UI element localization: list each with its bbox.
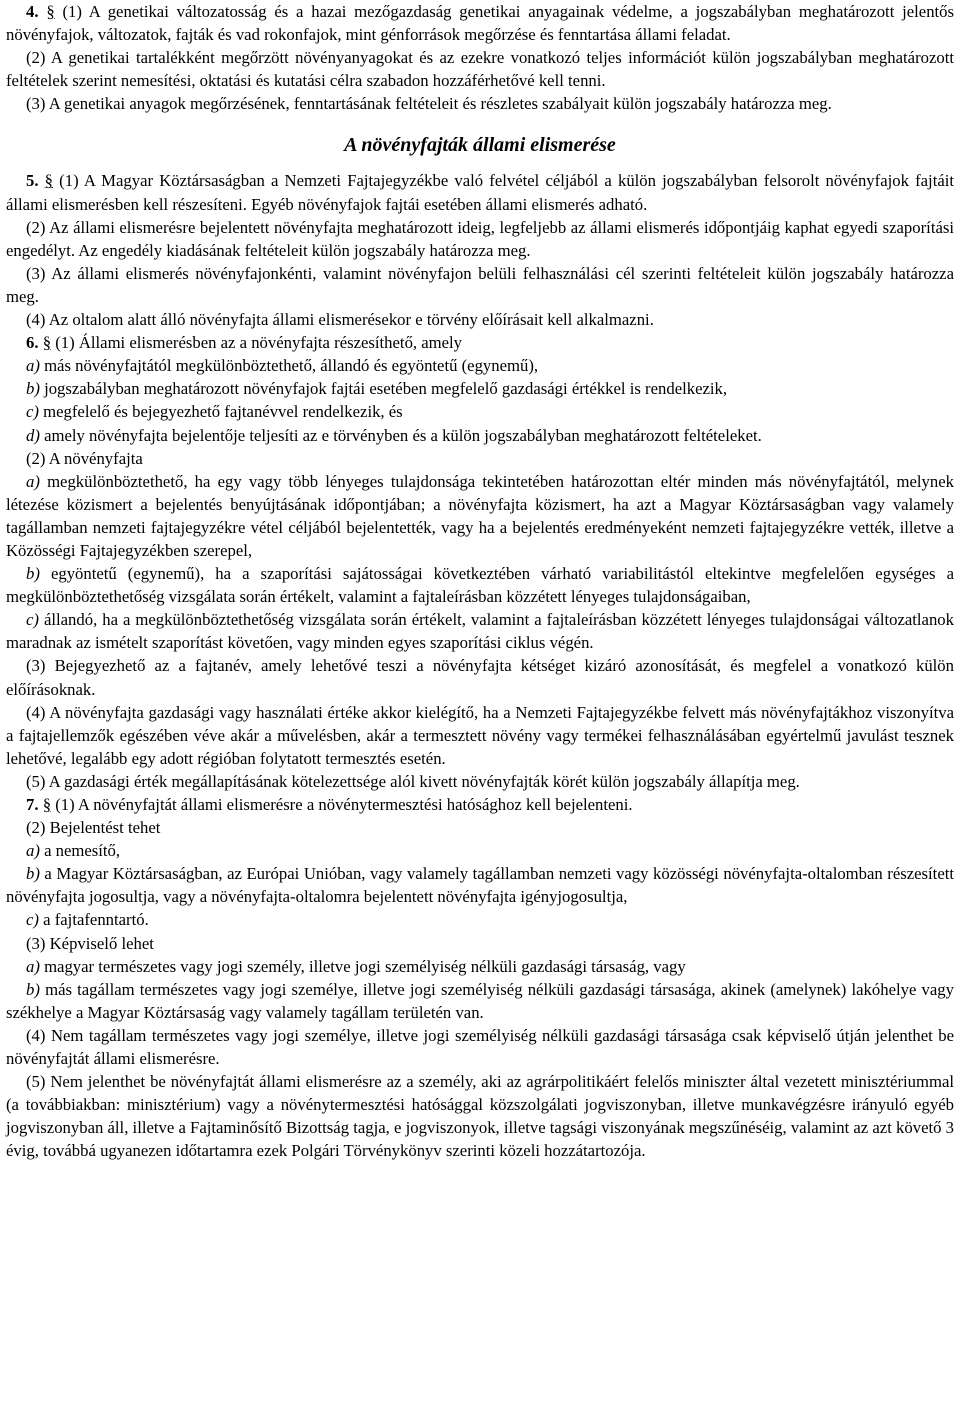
list-marker: d)	[26, 425, 40, 445]
paragraph-text: (1) Állami elismerésben az a növényfajta részesíthető, amely	[55, 333, 463, 353]
list-item-c	[6, 400, 954, 423]
section-5-paragraph-2: (2) Az állami elismerésre bejelentett növényfajta meghatározott ideig, legfeljebb az állami elismerés időpontjáig kaphat egyedi szaporítási engedélyt. Az engedély kiadásának feltételeit külön jogszabály határozza meg.	[6, 217, 954, 260]
list-text: a fajtafenntartó.	[38, 910, 149, 930]
section-number: 6.	[26, 333, 39, 353]
section-link[interactable]: §	[46, 2, 55, 21]
section-number: 4.	[26, 2, 39, 21]
list-marker: a)	[26, 356, 40, 376]
section-link[interactable]: §	[42, 795, 52, 814]
list-marker: a)	[26, 956, 40, 976]
list-item-a	[6, 839, 954, 862]
section-5-paragraph-1	[6, 169, 954, 215]
list-item-c	[6, 608, 954, 654]
section-5-paragraph-3: (3) Az állami elismerés növényfajonkénti, valamint növényfajon belüli felhasználási cél szerinti feltételeit külön jogszabály határozza meg.	[6, 263, 954, 306]
list-marker: b)	[26, 379, 40, 399]
list-marker: a)	[26, 471, 40, 491]
paragraph-text: (1) A Magyar Köztársaságban a Nemzeti Fajtajegyzékbe való felvétel céljából a külön jogszabályban felsorolt növényfajok fajtáit állami elismerésben kell részesíteni. Egyéb növényfajok fajtái esetében állami elismerés adható.	[6, 171, 955, 214]
list-item-b	[6, 562, 954, 608]
list-item-b	[6, 978, 954, 1024]
list-text: más tagállam természetes vagy jogi személye, illetve jogi személyiség nélküli gazdasági társasága, akinek (amelynek) lakóhelye vagy székhelye a Magyar Köztársaság vagy valamely tagállam területén van.	[6, 979, 954, 1022]
list-text: állandó, ha a megkülönböztethetőség vizsgálata során értékelt, valamint a fajtaleírásban közzétett lényeges tulajdonságai változatlanok maradnak az ismételt szaporítást követően, vagy minden egyes szaporítási ciklus végén.	[6, 610, 954, 653]
list-text: a Magyar Köztársaságban, az Európai Unióban, vagy valamely tagállamban nemzeti vagy közösségi növényfajta-oltalomban részesített növényfajta jogosultja, vagy a növényfajta-oltalomra bejelentett növényfajta igényjogosultja,	[6, 864, 954, 907]
list-marker: c)	[26, 402, 39, 422]
list-text: jogszabályban meghatározott növényfajok fajtái esetében megfelelő gazdasági értékkel is rendelkezik,	[39, 379, 728, 399]
list-text: amely növényfajta bejelentője teljesíti az e törvényben és a külön jogszabályban meghatározott feltételeket.	[39, 425, 762, 445]
list-text: megfelelő és bejegyezhető fajtanévvel rendelkezik, és	[38, 402, 403, 422]
list-text: egyöntetű (egynemű), ha a szaporítási sajátosságai következtében várható variabilitástól eltekintve megfelelően egységes a megkülönböztethetőség vizsgálata során értékelt, valamint a fajtaleírásban közzétett lényeges tulajdonságaiban,	[6, 564, 954, 607]
list-item-d	[6, 424, 954, 447]
paragraph-text: (1) A növényfajtát állami elismerésre a növénytermesztési hatósághoz kell bejelenteni.	[55, 795, 633, 814]
list-item-b	[6, 377, 954, 400]
list-item-c	[6, 908, 954, 931]
section-7-paragraph-3: (3) Képviselő lehet	[26, 933, 154, 953]
section-7-paragraph-4: (4) Nem tagállam természetes vagy jogi személye, illetve jogi személyiség nélküli gazdasági társasága csak képviselő útján jelenthet be növényfajtát állami elismerésre.	[6, 1025, 954, 1069]
list-marker: c)	[26, 610, 39, 630]
section-7-paragraph-2: (2) Bejelentést tehet	[26, 818, 161, 838]
paragraph-text: (1) A genetikai változatosság és a hazai mezőgazdaság genetikai anyagainak védelme, a jogszabályban meghatározott jelentős növényfajok, változatok, fajták és vad rokonfajok, mint génforrások megőrzése és fenntartása állami feladat.	[6, 2, 955, 45]
list-marker: a)	[26, 841, 40, 861]
list-marker: c)	[26, 910, 39, 930]
section-4-paragraph-1	[6, 0, 954, 46]
section-6-paragraph-4: (4) A növényfajta gazdasági vagy használati értéke akkor kielégítő, ha a Nemzeti Fajtajegyzékbe felvett más növényfajtákhoz viszonyítva a fajtajellemzők egészében véve akár a művelésben, akár a termesztett növény vagy termékei felhasználásában egyértelmű javulást tesznek lehetővé, legalább egy adott régióban folytatott termesztés esetén.	[6, 702, 954, 768]
list-text: megkülönböztethető, ha egy vagy több lényeges tulajdonsága tekintetében határozottan eltér minden más növényfajtától, melynek létezése közismert a bejelentés benyújtásának időpontjában; a növényfajta közismert, ha azt a Magyar Köztársaságban vagy valamely tagállamban nemzeti fajtajegyzékre vétel céljából bejelentették, vagy ha a bejelentés eredményeként nemzeti fajtajegyzékre vették, illetve a Közösségi Fajtajegyzékben szerepel,	[6, 471, 954, 560]
list-text: más növényfajtától megkülönböztethető, állandó és egyöntetű (egynemű),	[39, 356, 539, 376]
section-7-paragraph-5: (5) Nem jelenthet be növényfajtát állami elismerésre az a személy, aki az agrárpolitikáért felelős miniszter által vezetett minisztériummal (a továbbiakban: minisztérium) vagy a növénytermesztési hatósággal közszolgálati jogviszonyban, illetve munkavégzésre irányuló egyéb jogviszonyban áll, illetve a Fajtaminősítő Bizottság tagja, e jogviszonyok, illetve tagsági viszonyának megszűnéséig, valamint az azt követő 3 évig, továbbá ugyanezen időtartamra ezek Polgári Törvénykönyv szerinti közeli hozzátartozója.	[6, 1072, 954, 1161]
list-item-a	[6, 354, 954, 377]
section-number: 5.	[26, 171, 39, 191]
list-item-a	[6, 470, 954, 562]
list-text: magyar természetes vagy jogi személy, illetve jogi személyiség nélküli gazdasági társaság, vagy	[39, 956, 686, 976]
section-6-paragraph-5: (5) A gazdasági érték megállapításának kötelezettsége alól kivett növényfajták körét külön jogszabály állapítja meg.	[26, 771, 800, 791]
section-6-paragraph-3: (3) Bejegyezhető az a fajtanév, amely lehetővé teszi a növényfajta kétséget kizáró azonosítását, és megfelel a vonatkozó külön előírásoknak.	[6, 656, 954, 699]
section-4-paragraph-3: (3) A genetikai anyagok megőrzésének, fenntartásának feltételeit és részletes szabályait külön jogszabály határozza meg.	[26, 94, 832, 114]
list-text: a nemesítő,	[39, 841, 121, 861]
list-item-a	[6, 955, 954, 978]
section-7-paragraph-1	[6, 793, 954, 816]
list-item-b	[6, 862, 954, 908]
section-6-paragraph-2: (2) A növényfajta	[26, 448, 143, 468]
list-marker: b)	[26, 864, 40, 884]
section-4-paragraph-2: (2) A genetikai tartalékként megőrzött növényanyagokat és az ezekre vonatkozó teljes információt külön jogszabályban meghatározott feltételek szerint nemesítési, oktatási és kutatási célra szabadon hozzáférhetővé kell tenni.	[6, 48, 954, 91]
section-link[interactable]: §	[42, 333, 52, 353]
section-link[interactable]: §	[44, 171, 54, 191]
chapter-heading: A növényfajták állami elismerése	[344, 134, 616, 157]
section-5-paragraph-4: (4) Az oltalom alatt álló növényfajta állami elismerésekor e törvény előírásait kell alkalmazni.	[26, 310, 654, 330]
list-marker: b)	[26, 979, 40, 999]
section-number: 7.	[26, 795, 39, 814]
section-6-paragraph-1	[6, 331, 954, 354]
list-marker: b)	[26, 564, 40, 584]
